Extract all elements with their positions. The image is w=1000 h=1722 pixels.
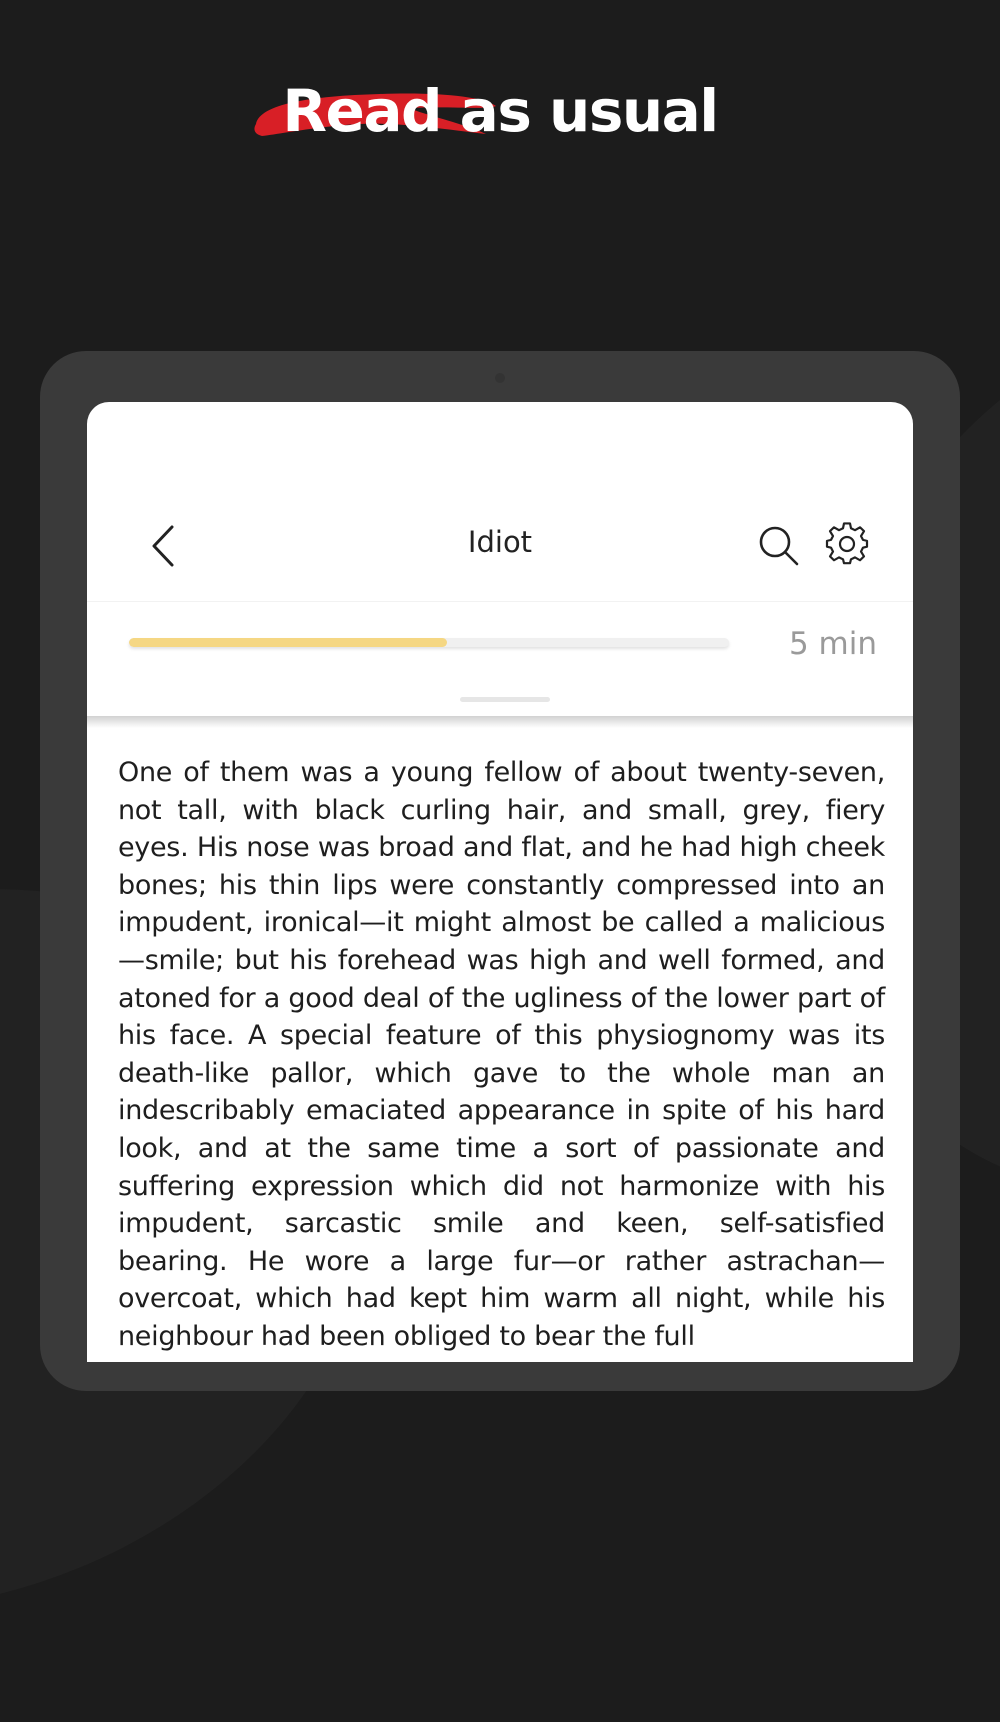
panel-drag-handle[interactable]: [460, 697, 550, 702]
book-title: Idiot: [467, 525, 533, 559]
time-left-label: 5 min: [788, 626, 877, 662]
headline-text: Read as usual: [282, 77, 718, 145]
search-icon: [757, 524, 801, 568]
chevron-left-icon: [150, 524, 176, 568]
reading-progress-panel: [87, 602, 913, 716]
promo-headline: [0, 70, 1000, 160]
reading-progress-fill: [129, 638, 447, 647]
book-body-text: One of them was a young fellow of about twenty-seven, not tall, with black curling hair, and small, grey, fiery eyes. His nose was broad and flat, and he had high cheek bones; his thin lips were constantly compressed into an impudent, ironical—it might almost be called a malicious—smile; but his forehead was high and well formed, and atoned for a good deal of the ugliness of the lower part of his face. A special feature of this physiognomy was its death-like pallor, which gave to the whole man an indescribably emaciated appearance in spite of his hard look, and at the same time a sort of passionate and suffering expression which did not harmonize with his impudent, sarcastic smile and keen, self-satisfied bearing. He wore a large fur—or rather astrachan—overcoat, which had kept him warm all night, while his neighbour had been obliged to bear the full: [118, 757, 885, 1352]
gear-icon: [825, 522, 869, 566]
camera-dot: [495, 373, 505, 383]
search-button[interactable]: [755, 522, 803, 570]
header-shadow: [87, 716, 913, 728]
back-button[interactable]: [143, 522, 183, 570]
reader-screen: [87, 402, 913, 1362]
reading-progress-bar: [129, 638, 729, 647]
settings-button[interactable]: [823, 520, 871, 568]
reader-nav-bar: [87, 402, 913, 602]
